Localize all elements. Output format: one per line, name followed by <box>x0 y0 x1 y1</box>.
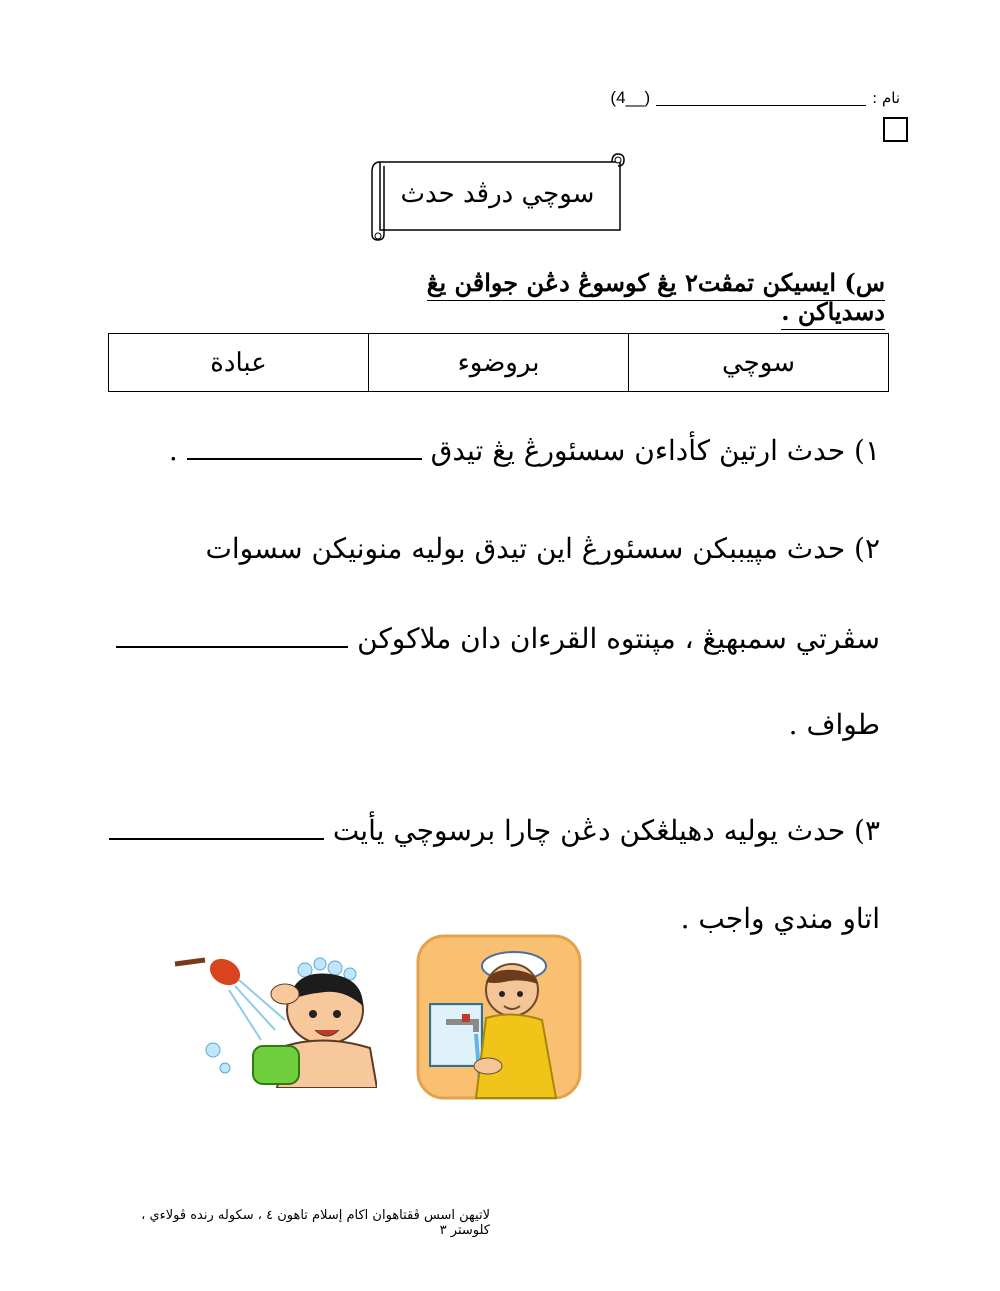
word-bank-item[interactable]: بروضوء <box>369 334 629 392</box>
word-bank-table <box>108 333 889 392</box>
question-text: س) ايسيكن تمڤت٢ يڠ كوسوڠ دڠن جواڤن يڠ دسدياكن . <box>427 268 885 330</box>
footer-text: لاتيهن اسس ڤقتاهوان اكام إسلام تاهون ٤ ، سكوله رنده ڤولاءي ، كلوستر ٣ <box>141 1208 490 1238</box>
item-1-end: . <box>168 434 178 467</box>
item-2-line-3: طواف . <box>788 708 880 741</box>
class-number: (__4) <box>610 88 651 107</box>
item-1-text: ١) حدث ارتيڽ كأداءن سسئورڠ يڠ تيدق <box>430 434 880 467</box>
name-blank[interactable] <box>656 91 866 106</box>
word-bank-item[interactable]: سوچي <box>629 334 889 392</box>
name-label: نام : <box>872 89 900 107</box>
answer-blank-2[interactable] <box>116 620 348 648</box>
item-2-line-2 <box>120 620 880 670</box>
shower-boy-image <box>165 950 377 1088</box>
score-checkbox[interactable] <box>883 117 908 142</box>
item-2-text: سڤرتي سمبهيڠ ، مپنتوه القرءان دان ملاكوكن <box>357 622 880 655</box>
word-bank-item[interactable]: عبادة <box>109 334 369 392</box>
question-instruction <box>360 268 885 326</box>
item-1 <box>120 432 880 482</box>
wudu-boy-image <box>416 934 582 1100</box>
name-field-row <box>560 86 900 110</box>
answer-blank-1[interactable] <box>187 432 422 460</box>
worksheet-title: سوچي درڤد حدث <box>400 179 595 209</box>
item-3-text: ٣) حدث يوليه دهيلڠكن دڠن چارا برسوچي يأيت <box>332 814 880 847</box>
item-3-line-2: اتاو مندي واجب . <box>680 902 880 935</box>
answer-blank-3[interactable] <box>109 812 324 840</box>
item-3-line-1 <box>120 812 880 862</box>
item-2-line-1: ٢) حدث مپيببكن سسئورڠ اين تيدق بوليه منونيكن سسوات <box>205 532 880 565</box>
